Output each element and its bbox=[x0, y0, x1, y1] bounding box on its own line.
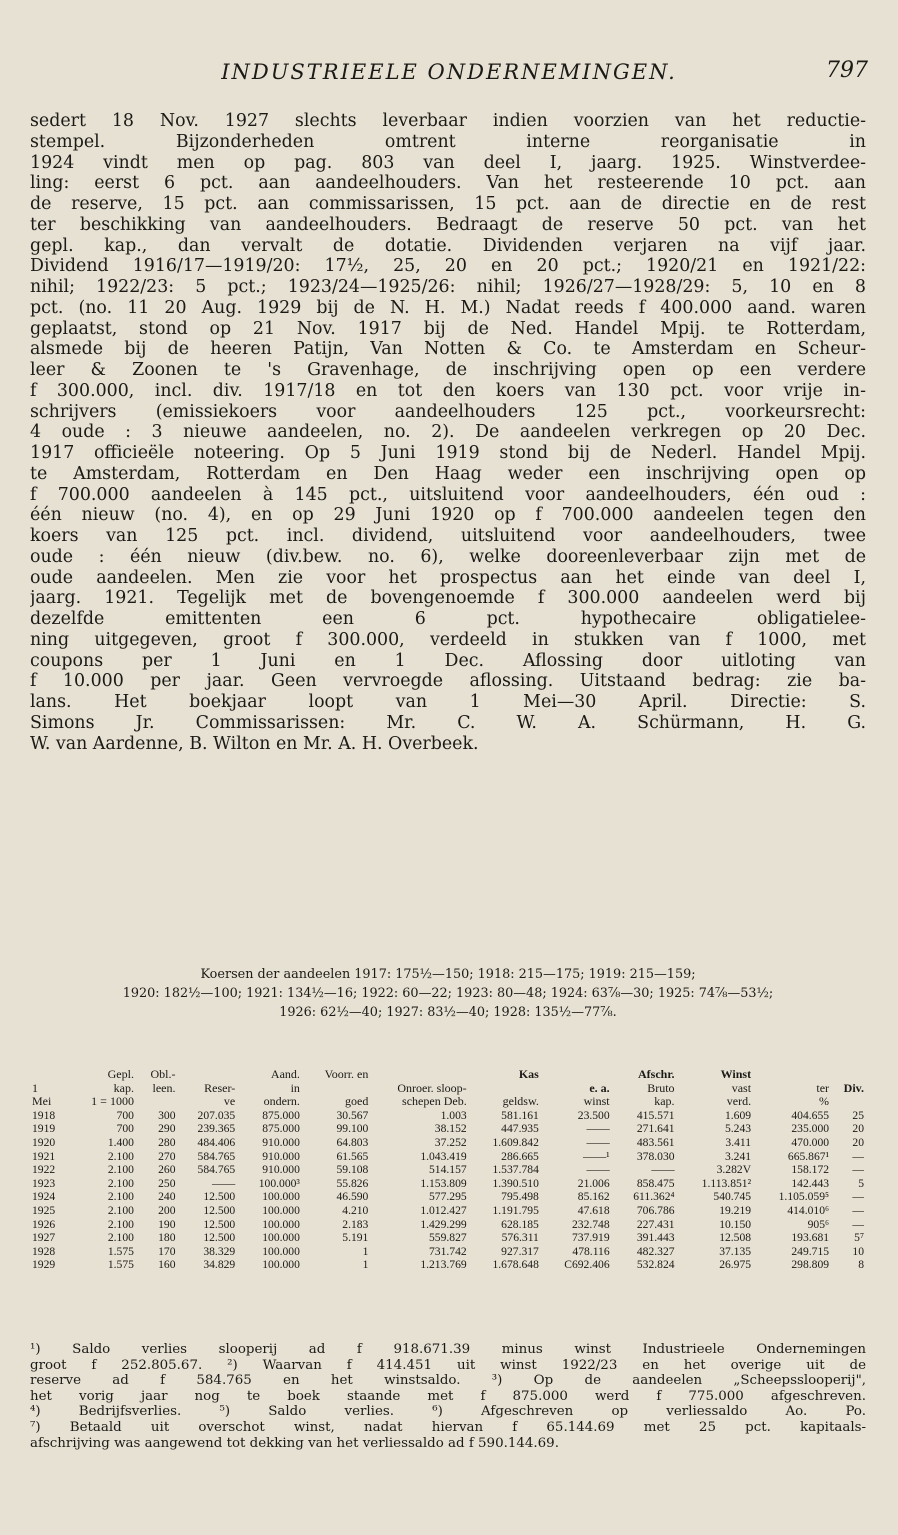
table-cell: — bbox=[852, 1190, 864, 1204]
column-header: Obl.- bbox=[150, 1067, 176, 1081]
table-cell: 391.443 bbox=[636, 1231, 675, 1245]
table-cell: 1929 bbox=[32, 1258, 56, 1272]
column-header: geldsw. bbox=[502, 1094, 539, 1109]
body-line: 1917 officieële noteering. Op 5 Juni 1919 stond bij de Nederl. Handel Mpij. bbox=[30, 443, 866, 463]
table-cell: 482.327 bbox=[636, 1244, 675, 1258]
table-cell: 10.150 bbox=[719, 1217, 752, 1231]
table-cell: 1928 bbox=[32, 1244, 56, 1258]
table-cell: 478.116 bbox=[572, 1244, 610, 1258]
table-cell: 240 bbox=[158, 1190, 176, 1204]
table-cell: 239.365 bbox=[197, 1122, 236, 1136]
table-cell: 483.561 bbox=[636, 1135, 675, 1149]
table-cell: 1 bbox=[362, 1244, 369, 1258]
table-cell: 577.295 bbox=[429, 1190, 467, 1204]
table-cell: 100.000 bbox=[262, 1190, 300, 1204]
table-row bbox=[30, 1190, 866, 1204]
body-line: f 700.000 aandeelen à 145 pct., uitsluitend voor aandeelhouders, één oud : bbox=[30, 484, 866, 505]
table-cell: 300 bbox=[158, 1108, 176, 1122]
table-cell: 12.508 bbox=[719, 1231, 752, 1245]
koersen-aandeelen bbox=[30, 965, 866, 1022]
table-cell: 737.919 bbox=[571, 1231, 610, 1245]
koersen-line: Koersen der aandeelen 1917: 175½—150; 1918: 215—175; 1919: 215—159; bbox=[200, 967, 696, 982]
table-cell: 2.100 bbox=[107, 1149, 134, 1163]
body-line: Dividend 1916/17—1919/20: 17½, 25, 20 en 20 pct.; 1920/21 en 1921/22: bbox=[30, 256, 866, 277]
table-cell: 260 bbox=[158, 1163, 176, 1177]
table-cell: 514.157 bbox=[429, 1163, 467, 1177]
column-header: vast bbox=[731, 1080, 752, 1095]
column-header: ve bbox=[223, 1094, 236, 1109]
table-row bbox=[30, 1204, 866, 1218]
table-cell: 1.213.769 bbox=[420, 1258, 467, 1272]
table-cell: 1.609.842 bbox=[492, 1135, 539, 1149]
table-cell: 10 bbox=[852, 1244, 864, 1258]
table-cell: 250 bbox=[158, 1176, 176, 1190]
body-line: coupons per 1 Juni en 1 Dec. Aflossing door uitloting van bbox=[30, 650, 866, 671]
column-header bbox=[469, 1082, 541, 1096]
table-cell: 611.362⁴ bbox=[633, 1190, 675, 1204]
table-cell: 584.765 bbox=[197, 1149, 236, 1163]
table-cell: 2.100 bbox=[107, 1217, 134, 1231]
footnote-line: groot f 252.805.67. ²) Waarvan f 414.451 uit winst 1922/23 en het overige uit de bbox=[30, 1357, 866, 1373]
table-cell: 1.153.809 bbox=[420, 1176, 467, 1190]
table-cell: 190 bbox=[158, 1217, 176, 1231]
table-header-row bbox=[30, 1068, 866, 1082]
body-line: oude : één nieuw (div.bew. no. 6), welke dooreenleverbaar zijn met de bbox=[30, 546, 866, 567]
table-cell: 20 bbox=[852, 1135, 864, 1149]
table-cell: 12.500 bbox=[203, 1190, 236, 1204]
body-line: W. van Aardenne, B. Wilton en Mr. A. H. Overbeek. bbox=[30, 733, 479, 754]
table-cell: 2.100 bbox=[107, 1176, 134, 1190]
body-line: 4 oude : 3 nieuwe aandeelen, no. 2). De aandeelen verkregen op 20 Dec. bbox=[30, 422, 866, 443]
table-header-row bbox=[30, 1095, 866, 1109]
table-cell: 1.575 bbox=[107, 1258, 134, 1272]
table-cell: 2.183 bbox=[342, 1217, 369, 1231]
table-cell: 59.108 bbox=[336, 1163, 369, 1177]
table-cell: — bbox=[852, 1163, 864, 1177]
table-cell: 8 bbox=[858, 1258, 864, 1272]
table-cell: 1.609 bbox=[724, 1108, 752, 1122]
table-cell: 286.665 bbox=[501, 1149, 539, 1163]
table-cell: 25 bbox=[852, 1108, 864, 1122]
table-cell: 100.000 bbox=[262, 1258, 300, 1272]
table-cell: 271.641 bbox=[636, 1122, 675, 1136]
table-cell: 99.100 bbox=[336, 1122, 369, 1136]
table-row bbox=[30, 1136, 866, 1150]
table-cell: 85.162 bbox=[577, 1190, 610, 1204]
column-header: Gepl. bbox=[107, 1067, 134, 1081]
table-cell: 12.500 bbox=[203, 1203, 236, 1217]
table-cell: 584.765 bbox=[197, 1163, 236, 1177]
table-row bbox=[30, 1109, 866, 1123]
table-cell: 910.000 bbox=[262, 1149, 300, 1163]
footnote-line: ¹) Saldo verlies slooperij ad f 918.671.39 minus winst Industrieele Ondernemingen bbox=[30, 1342, 866, 1357]
table-cell: 1924 bbox=[32, 1190, 56, 1204]
column-header: in bbox=[290, 1080, 300, 1095]
table-cell: 100.000 bbox=[262, 1203, 300, 1217]
table-cell: —— bbox=[651, 1163, 675, 1177]
table-cell: 404.655 bbox=[791, 1108, 830, 1122]
table-cell: 858.475 bbox=[636, 1176, 675, 1190]
footnote-line: afschrijving was aangewend tot dekking van het verliessaldo ad f 590.144.69. bbox=[30, 1435, 559, 1451]
body-line: ling: eerst 6 pct. aan aandeelhouders. Van het resteerende 10 pct. aan bbox=[30, 173, 866, 194]
table-cell: 581.161 bbox=[501, 1108, 539, 1122]
column-header: schepen Deb. bbox=[402, 1094, 467, 1109]
column-header: 1 bbox=[32, 1080, 38, 1095]
table-cell: —— bbox=[212, 1176, 236, 1190]
table-cell: 2.100 bbox=[107, 1190, 134, 1204]
table-cell: — bbox=[852, 1203, 864, 1217]
table-cell: 280 bbox=[158, 1135, 176, 1149]
table-cell: 414.010⁶ bbox=[787, 1203, 830, 1217]
koersen-line: 1926: 62½—40; 1927: 83½—40; 1928: 135½—77⅞. bbox=[279, 1005, 617, 1020]
body-line: ter beschikking van aandeelhouders. Bedraagt de reserve 50 pct. van het bbox=[30, 214, 866, 235]
table-cell: 1919 bbox=[32, 1122, 56, 1136]
table-row bbox=[30, 1177, 866, 1191]
table-cell: —— bbox=[586, 1163, 610, 1177]
table-cell: 905⁶ bbox=[807, 1217, 830, 1231]
table-cell: 38.329 bbox=[203, 1244, 236, 1258]
table-row bbox=[30, 1218, 866, 1232]
table-cell: 559.827 bbox=[429, 1231, 467, 1245]
body-line: jaarg. 1921. Tegelijk met de bovengenoemde f 300.000 aandeelen werd bij bbox=[30, 588, 866, 609]
body-line: leer & Zoonen te 's Gravenhage, de inschrijving open op een verdere bbox=[30, 360, 866, 380]
table-cell: 3.411 bbox=[725, 1135, 752, 1149]
column-header: Afschr. bbox=[637, 1067, 675, 1081]
table-cell: 4.210 bbox=[342, 1203, 369, 1217]
column-header: % bbox=[819, 1094, 830, 1109]
footnote-line: ⁴) Bedrijfsverlies. ⁵) Saldo verlies. ⁶) Afgeschreven op verliessaldo Ao. Po. bbox=[30, 1404, 866, 1420]
table-cell: 1.191.795 bbox=[492, 1203, 539, 1217]
footnote-line: het vorig jaar nog te boek staande met f 875.000 werd f 775.000 afgeschreven. bbox=[30, 1388, 866, 1404]
body-line: 1924 vindt men op pag. 803 van deel I, jaarg. 1925. Winstverdee- bbox=[30, 152, 866, 173]
table-cell: 34.829 bbox=[203, 1258, 236, 1272]
table-cell: 12.500 bbox=[203, 1217, 236, 1231]
table-cell: 100.000 bbox=[262, 1244, 300, 1258]
body-line: nihil; 1922/23: 5 pct.; 1923/24—1925/26: nihil; 1926/27—1928/29: 5, 10 en 8 bbox=[30, 277, 866, 297]
table-cell: 447.935 bbox=[501, 1122, 539, 1136]
footnote-line: ⁷) Betaald uit overschot winst, nadat hiervan f 65.144.69 met 25 pct. kapitaals- bbox=[30, 1419, 866, 1435]
table-cell: 3.282V bbox=[716, 1163, 752, 1177]
table-cell: 55.826 bbox=[336, 1176, 369, 1190]
table-cell: 207.035 bbox=[197, 1108, 236, 1122]
table-cell: 1921 bbox=[32, 1149, 56, 1163]
table-cell: 1.678.648 bbox=[492, 1258, 539, 1272]
table-cell: 1926 bbox=[32, 1217, 56, 1231]
column-header bbox=[30, 1068, 69, 1082]
table-cell: 1.575 bbox=[107, 1244, 134, 1258]
table-cell: 200 bbox=[158, 1203, 176, 1217]
table-cell: 100.000 bbox=[262, 1231, 300, 1245]
table-cell: 2.100 bbox=[107, 1203, 134, 1217]
column-header: verd. bbox=[726, 1094, 752, 1109]
column-header: Bruto bbox=[647, 1080, 675, 1095]
table-body bbox=[30, 1109, 866, 1272]
table-row bbox=[30, 1122, 866, 1136]
table-cell: 19.219 bbox=[719, 1203, 752, 1217]
table-cell: 1.400 bbox=[107, 1135, 134, 1149]
footnote-line: reserve ad f 584.765 en het winstsaldo. ³) Op de aandeelen „Scheepsslooperij", bbox=[30, 1373, 866, 1389]
table-cell: 628.185 bbox=[501, 1217, 539, 1231]
column-header: Reser- bbox=[204, 1080, 236, 1095]
body-line: de reserve, 15 pct. aan commissarissen, 15 pct. aan de directie en de rest bbox=[30, 194, 866, 214]
table-cell: 12.500 bbox=[203, 1231, 236, 1245]
table-cell: 540.745 bbox=[713, 1190, 752, 1204]
table-cell: 37.135 bbox=[719, 1244, 752, 1258]
column-header: ondern. bbox=[263, 1094, 300, 1109]
table-cell: 100.000³ bbox=[258, 1176, 300, 1190]
table-cell: 1.537.784 bbox=[492, 1163, 539, 1177]
table-cell: 100.000 bbox=[262, 1217, 300, 1231]
koersen-line: 1920: 182½—100; 1921: 134½—16; 1922: 60—22; 1923: 80—48; 1924: 63⅞—30; 1925: 74⅞—53½; bbox=[122, 986, 774, 1001]
table-cell: 2.100 bbox=[107, 1163, 134, 1177]
table-cell: 170 bbox=[158, 1244, 176, 1258]
table-cell: 46.590 bbox=[336, 1190, 369, 1204]
column-header: leen. bbox=[152, 1080, 176, 1095]
table-cell: —— bbox=[586, 1135, 610, 1149]
table-cell: 160 bbox=[158, 1258, 176, 1272]
column-header: 1 = 1000 bbox=[91, 1094, 134, 1109]
table-cell: 23.500 bbox=[577, 1108, 610, 1122]
table-cell: — bbox=[852, 1217, 864, 1231]
table-cell: 180 bbox=[158, 1231, 176, 1245]
body-line: stempel. Bijzonderheden omtrent interne reorganisatie in bbox=[30, 131, 866, 152]
column-header: winst bbox=[583, 1094, 610, 1109]
table-header-row bbox=[30, 1082, 866, 1096]
table-cell: 249.715 bbox=[791, 1244, 830, 1258]
table-cell: 1.113.851² bbox=[701, 1176, 752, 1190]
table-cell: 64.803 bbox=[336, 1135, 369, 1149]
body-line: pct. (no. 11 20 Aug. 1929 bij de N. H. M.) Nadat reeds f 400.000 aand. waren bbox=[30, 297, 866, 318]
table-cell: 158.172 bbox=[791, 1163, 830, 1177]
body-line: gepl. kap., dan vervalt de dotatie. Dividenden verjaren na vijf jaar. bbox=[30, 235, 866, 256]
table-cell: 61.565 bbox=[336, 1149, 369, 1163]
table-cell: 5.191 bbox=[342, 1231, 369, 1245]
table-cell: 910.000 bbox=[262, 1135, 300, 1149]
column-header: Div. bbox=[843, 1080, 864, 1095]
table-cell: 1927 bbox=[32, 1231, 56, 1245]
body-line: ning uitgegeven, groot f 300.000, verdeeld in stukken van f 1000, met bbox=[30, 629, 866, 650]
table-cell: 298.809 bbox=[791, 1258, 830, 1272]
table-header bbox=[30, 1068, 866, 1109]
table-cell: 795.498 bbox=[501, 1190, 539, 1204]
table-cell: 1.012.427 bbox=[420, 1203, 467, 1217]
table-cell: 20 bbox=[852, 1122, 864, 1136]
table-cell: 875.000 bbox=[262, 1122, 300, 1136]
table-cell: 5⁷ bbox=[854, 1231, 864, 1245]
column-header bbox=[541, 1068, 612, 1082]
table-cell: — bbox=[852, 1149, 864, 1163]
table-cell: 37.252 bbox=[434, 1135, 467, 1149]
table-cell: 193.681 bbox=[791, 1231, 830, 1245]
table-cell: 1.003 bbox=[440, 1108, 467, 1122]
body-line: schrijvers (emissiekoers voor aandeelhouders 125 pct., voorkeursrecht: bbox=[30, 401, 866, 422]
table-cell: 378.030 bbox=[636, 1149, 675, 1163]
table-cell: 731.742 bbox=[429, 1244, 467, 1258]
table-row bbox=[30, 1231, 866, 1245]
body-line: f 10.000 per jaar. Geen vervroegde aflossing. Uitstaand bedrag: zie ba- bbox=[30, 671, 866, 692]
table-cell: 3.241 bbox=[724, 1149, 752, 1163]
page-number: 797 bbox=[826, 58, 868, 83]
column-header: kap. bbox=[113, 1080, 134, 1095]
body-line: te Amsterdam, Rotterdam en Den Haag weder een inschrijving open op bbox=[30, 463, 866, 484]
column-header: goed bbox=[345, 1094, 369, 1109]
column-header bbox=[136, 1095, 178, 1109]
footnotes bbox=[30, 1342, 866, 1451]
body-line: sedert 18 Nov. 1927 slechts leverbaar indien voorzien van het reductie- bbox=[30, 111, 866, 131]
table-cell: 235.000 bbox=[791, 1122, 830, 1136]
column-header: e. a. bbox=[589, 1080, 610, 1095]
table-cell: 532.824 bbox=[636, 1258, 675, 1272]
body-line: alsmede bij de heeren Patijn, Van Notten & Co. te Amsterdam en Scheur- bbox=[30, 339, 866, 360]
table-cell: 2.100 bbox=[107, 1231, 134, 1245]
column-header: Kas bbox=[518, 1067, 539, 1081]
body-line: dezelfde emittenten een 6 pct. hypothecaire obligatielee- bbox=[30, 609, 866, 629]
table-cell: C692.406 bbox=[564, 1258, 610, 1272]
column-header bbox=[178, 1068, 238, 1082]
page-header bbox=[0, 58, 898, 92]
column-header: Winst bbox=[720, 1067, 752, 1081]
table-cell: 1925 bbox=[32, 1203, 56, 1217]
column-header: ter bbox=[816, 1080, 830, 1095]
table-cell: 30.567 bbox=[336, 1108, 369, 1122]
table-cell: 142.443 bbox=[791, 1176, 830, 1190]
body-line: Simons Jr. Commissarissen: Mr. C. W. A. Schürmann, H. G. bbox=[30, 712, 866, 733]
table-cell: 290 bbox=[158, 1122, 176, 1136]
table-cell: 1.043.419 bbox=[420, 1149, 467, 1163]
table-cell: 26.975 bbox=[719, 1258, 752, 1272]
table-cell: 270 bbox=[158, 1149, 176, 1163]
table-cell: 910.000 bbox=[262, 1163, 300, 1177]
running-title: INDUSTRIEELE ONDERNEMINGEN. bbox=[221, 60, 677, 84]
table-cell: 665.867¹ bbox=[787, 1149, 830, 1163]
table-cell: 927.317 bbox=[501, 1244, 539, 1258]
table-cell: 1920 bbox=[32, 1135, 56, 1149]
table-cell: 875.000 bbox=[262, 1108, 300, 1122]
column-header: kap. bbox=[654, 1094, 675, 1109]
table-row bbox=[30, 1150, 866, 1164]
table-row bbox=[30, 1163, 866, 1177]
column-header bbox=[370, 1068, 468, 1082]
table-cell: 1.390.510 bbox=[492, 1176, 539, 1190]
table-cell: 470.000 bbox=[791, 1135, 830, 1149]
table-cell: 5 bbox=[858, 1176, 864, 1190]
table-cell: 415.571 bbox=[636, 1108, 675, 1122]
table-cell: 5.243 bbox=[724, 1122, 752, 1136]
table-cell: 484.406 bbox=[197, 1135, 236, 1149]
table-row bbox=[30, 1258, 866, 1272]
table-cell: 1 bbox=[362, 1258, 369, 1272]
table-cell: 1923 bbox=[32, 1176, 56, 1190]
table-cell: 700 bbox=[116, 1122, 134, 1136]
body-line: één nieuw (no. 4), en op 29 Juni 1920 op f 700.000 aandeelen tegen den bbox=[30, 505, 866, 526]
table-cell: 1922 bbox=[32, 1163, 56, 1177]
table-cell: 576.311 bbox=[501, 1231, 539, 1245]
table-cell: 1918 bbox=[32, 1108, 56, 1122]
body-line: oude aandeelen. Men zie voor het prospectus aan het einde van deel I, bbox=[30, 567, 866, 588]
table-cell: 1.429.299 bbox=[420, 1217, 467, 1231]
table-cell: —— bbox=[586, 1122, 610, 1136]
financial-table bbox=[30, 1068, 866, 1272]
table-row bbox=[30, 1245, 866, 1259]
column-header: Voorr. en bbox=[324, 1067, 369, 1081]
table-cell: 227.431 bbox=[636, 1217, 675, 1231]
table-cell: 47.618 bbox=[577, 1203, 610, 1217]
table-cell: 21.006 bbox=[577, 1176, 610, 1190]
table-cell: 700 bbox=[116, 1108, 134, 1122]
body-line: koers van 125 pct. incl. dividend, uitsluitend voor aandeelhouders, twee bbox=[30, 526, 866, 546]
column-header bbox=[753, 1068, 831, 1082]
table-cell: 1.105.059⁵ bbox=[778, 1190, 830, 1204]
body-line: f 300.000, incl. div. 1917/18 en tot den koers van 130 pct. voor vrije in- bbox=[30, 380, 866, 401]
body-text bbox=[30, 111, 866, 754]
body-line: lans. Het boekjaar loopt van 1 Mei—30 April. Directie: S. bbox=[30, 692, 866, 712]
table-cell: 706.786 bbox=[636, 1203, 675, 1217]
column-header: Aand. bbox=[270, 1067, 300, 1081]
column-header: Onroer. sloop- bbox=[397, 1080, 467, 1095]
body-line: geplaatst, stond op 21 Nov. 1917 bij de Ned. Handel Mpij. te Rotterdam, bbox=[30, 318, 866, 339]
table-cell: 232.748 bbox=[571, 1217, 610, 1231]
column-header: Mei bbox=[32, 1094, 52, 1109]
table-cell: 38.152 bbox=[434, 1122, 467, 1136]
table-cell: ——¹ bbox=[582, 1149, 610, 1163]
